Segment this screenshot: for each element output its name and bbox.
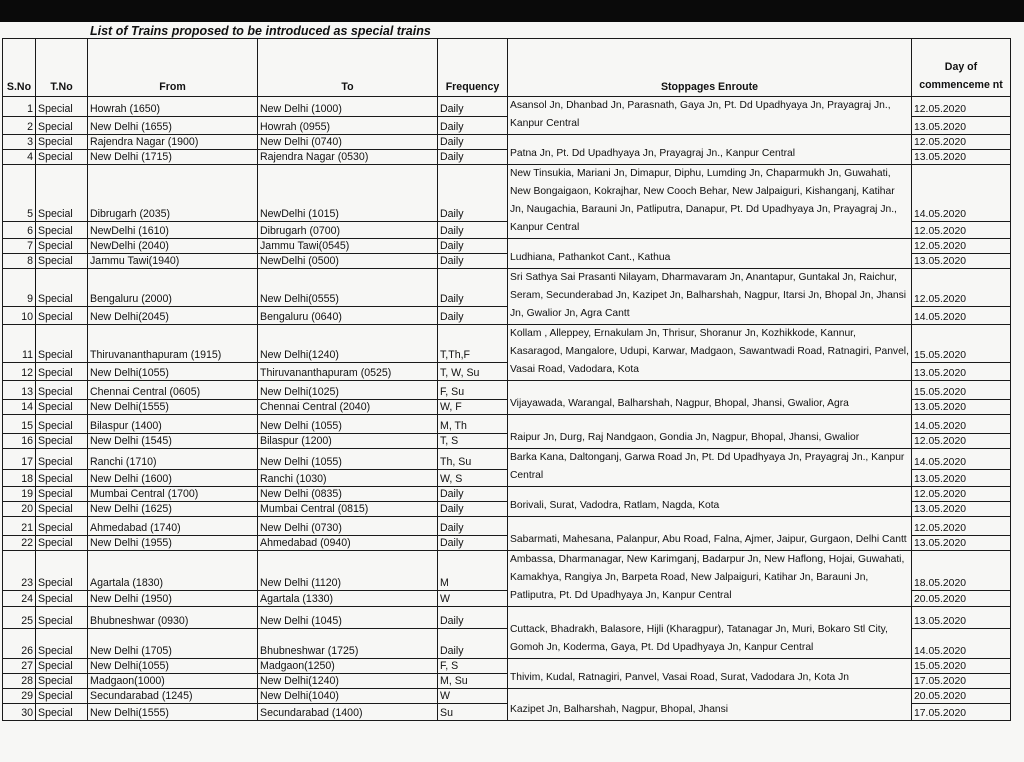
- cell-day-of-commencement: 13.05.2020: [912, 502, 1011, 517]
- cell-day-of-commencement: 12.05.2020: [912, 487, 1011, 502]
- cell-day-of-commencement: 12.05.2020: [912, 434, 1011, 449]
- cell-sno: 17: [3, 449, 36, 470]
- table-row: [3, 97, 1011, 117]
- cell-day-of-commencement: 15.05.2020: [912, 325, 1011, 363]
- cell-day-of-commencement: 14.05.2020: [912, 165, 1011, 222]
- cell-sno: 13: [3, 381, 36, 400]
- special-trains-table: [2, 38, 1011, 721]
- table-row: [3, 381, 1011, 400]
- cell-to: Howrah (0955): [258, 116, 438, 134]
- cell-tno: Special: [36, 704, 88, 721]
- cell-frequency: Daily: [438, 269, 508, 307]
- header-row: [3, 39, 1011, 97]
- cell-stoppages: Patna Jn, Pt. Dd Upadhyaya Jn, Prayagraj Jn., Kanpur Central: [508, 135, 912, 165]
- cell-sno: 3: [3, 135, 36, 150]
- cell-sno: 26: [3, 629, 36, 659]
- cell-tno: Special: [36, 381, 88, 400]
- cell-from: New Delhi(1055): [88, 363, 258, 381]
- cell-frequency: T, W, Su: [438, 363, 508, 381]
- cell-frequency: F, S: [438, 659, 508, 674]
- cell-from: New Delhi(2045): [88, 307, 258, 325]
- cell-day-of-commencement: 12.05.2020: [912, 221, 1011, 238]
- cell-stoppages: Kollam , Alleppey, Ernakulam Jn, Thrisur, Shoranur Jn, Kozhikkode, Kannur, Kasaragod, Mangalore, Udupi, Karwar, Madgaon, Sawantwadi Road, Ratnagiri, Panvel, Vasai Road, Vadodara, Kota: [508, 325, 912, 381]
- cell-tno: Special: [36, 363, 88, 381]
- cell-tno: Special: [36, 269, 88, 307]
- header-day-of-commencement: Day of commenceme nt: [912, 39, 1011, 97]
- cell-from: Ahmedabad (1740): [88, 517, 258, 536]
- table-row: [3, 269, 1011, 307]
- cell-sno: 9: [3, 269, 36, 307]
- cell-frequency: Daily: [438, 221, 508, 238]
- cell-to: Bhubneshwar (1725): [258, 629, 438, 659]
- cell-sno: 4: [3, 150, 36, 165]
- cell-tno: Special: [36, 659, 88, 674]
- cell-to: New Delhi (0740): [258, 135, 438, 150]
- cell-frequency: Daily: [438, 487, 508, 502]
- cell-sno: 24: [3, 590, 36, 606]
- cell-day-of-commencement: 17.05.2020: [912, 674, 1011, 689]
- cell-frequency: Daily: [438, 517, 508, 536]
- cell-stoppages: Vijayawada, Warangal, Balharshah, Nagpur, Bhopal, Jhansi, Gwalior, Agra: [508, 381, 912, 415]
- cell-stoppages: Asansol Jn, Dhanbad Jn, Parasnath, Gaya Jn, Pt. Dd Upadhyaya Jn, Prayagraj Jn., Kanpur Central: [508, 97, 912, 135]
- cell-day-of-commencement: 20.05.2020: [912, 689, 1011, 704]
- table-row: [3, 551, 1011, 591]
- cell-from: Bhubneshwar (0930): [88, 607, 258, 629]
- cell-from: New Delhi (1545): [88, 434, 258, 449]
- cell-tno: Special: [36, 434, 88, 449]
- cell-tno: Special: [36, 551, 88, 591]
- cell-sno: 28: [3, 674, 36, 689]
- cell-sno: 11: [3, 325, 36, 363]
- cell-frequency: Daily: [438, 307, 508, 325]
- cell-day-of-commencement: 14.05.2020: [912, 415, 1011, 434]
- cell-sno: 22: [3, 536, 36, 551]
- cell-stoppages: Sri Sathya Sai Prasanti Nilayam, Dharmavaram Jn, Anantapur, Guntakal Jn, Raichur, Seram, Secunderabad Jn, Kazipet Jn, Balharshah, Nagpur, Itarsi Jn, Bhopal Jn, Jhansi Jn, Gwalior Jn, Agra Cantt: [508, 269, 912, 325]
- cell-to: New Delhi(0555): [258, 269, 438, 307]
- cell-tno: Special: [36, 590, 88, 606]
- cell-to: New Delhi(1240): [258, 674, 438, 689]
- cell-sno: 25: [3, 607, 36, 629]
- cell-from: Ranchi (1710): [88, 449, 258, 470]
- cell-to: Chennai Central (2040): [258, 400, 438, 415]
- cell-frequency: Su: [438, 704, 508, 721]
- cell-from: Chennai Central (0605): [88, 381, 258, 400]
- cell-tno: Special: [36, 135, 88, 150]
- cell-frequency: T, S: [438, 434, 508, 449]
- cell-sno: 8: [3, 254, 36, 269]
- cell-stoppages: Kazipet Jn, Balharshah, Nagpur, Bhopal, Jhansi: [508, 689, 912, 721]
- cell-frequency: F, Su: [438, 381, 508, 400]
- header-to: To: [258, 39, 438, 97]
- cell-from: Howrah (1650): [88, 97, 258, 117]
- header-from: From: [88, 39, 258, 97]
- cell-tno: Special: [36, 116, 88, 134]
- cell-to: Dibrugarh (0700): [258, 221, 438, 238]
- cell-tno: Special: [36, 470, 88, 487]
- cell-stoppages: Thivim, Kudal, Ratnagiri, Panvel, Vasai Road, Surat, Vadodara Jn, Kota Jn: [508, 659, 912, 689]
- cell-stoppages: New Tinsukia, Mariani Jn, Dimapur, Diphu, Lumding Jn, Chaparmukh Jn, Guwahati, New Bongaigaon, Kokrajhar, New Cooch Behar, New Jalpaiguri, Kishanganj, Katihar Jn, Naugachia, Barauni Jn, Patliputra, Danapur, Pt. Dd Upadhyaya Jn, Prayagraj Jn., Kanpur Central: [508, 165, 912, 239]
- cell-tno: Special: [36, 449, 88, 470]
- cell-day-of-commencement: 12.05.2020: [912, 135, 1011, 150]
- cell-tno: Special: [36, 165, 88, 222]
- cell-tno: Special: [36, 400, 88, 415]
- cell-to: New Delhi (1055): [258, 449, 438, 470]
- cell-day-of-commencement: 18.05.2020: [912, 551, 1011, 591]
- cell-stoppages: Ambassa, Dharmanagar, New Karimganj, Badarpur Jn, New Haflong, Hojai, Guwahati, Kamakhya, Rangiya Jn, Barpeta Road, New Jalpaiguri, Katihar Jn, Barauni Jn, Patliputra, Pt. Dd Upadhyaya Jn, Kanpur Central: [508, 551, 912, 607]
- cell-sno: 14: [3, 400, 36, 415]
- cell-day-of-commencement: 13.05.2020: [912, 150, 1011, 165]
- cell-tno: Special: [36, 487, 88, 502]
- cell-to: New Delhi(1240): [258, 325, 438, 363]
- cell-sno: 30: [3, 704, 36, 721]
- cell-from: Agartala (1830): [88, 551, 258, 591]
- table-row: [3, 325, 1011, 363]
- cell-tno: Special: [36, 536, 88, 551]
- cell-day-of-commencement: 13.05.2020: [912, 363, 1011, 381]
- header-stoppages: Stoppages Enroute: [508, 39, 912, 97]
- cell-sno: 5: [3, 165, 36, 222]
- cell-sno: 19: [3, 487, 36, 502]
- cell-to: NewDelhi (0500): [258, 254, 438, 269]
- cell-tno: Special: [36, 97, 88, 117]
- cell-frequency: W, S: [438, 470, 508, 487]
- cell-to: Bengaluru (0640): [258, 307, 438, 325]
- cell-tno: Special: [36, 674, 88, 689]
- cell-sno: 10: [3, 307, 36, 325]
- cell-from: Bengaluru (2000): [88, 269, 258, 307]
- table-row: [3, 165, 1011, 222]
- cell-day-of-commencement: 20.05.2020: [912, 590, 1011, 606]
- cell-frequency: Daily: [438, 607, 508, 629]
- cell-tno: Special: [36, 150, 88, 165]
- cell-to: Jammu Tawi(0545): [258, 239, 438, 254]
- cell-day-of-commencement: 13.05.2020: [912, 400, 1011, 415]
- cell-frequency: Daily: [438, 135, 508, 150]
- cell-stoppages: Raipur Jn, Durg, Raj Nandgaon, Gondia Jn, Nagpur, Bhopal, Jhansi, Gwalior: [508, 415, 912, 449]
- cell-frequency: W: [438, 590, 508, 606]
- cell-frequency: Daily: [438, 239, 508, 254]
- cell-day-of-commencement: 14.05.2020: [912, 449, 1011, 470]
- cell-stoppages: Barka Kana, Daltonganj, Garwa Road Jn, Pt. Dd Upadhyaya Jn, Prayagraj Jn., Kanpur Central: [508, 449, 912, 487]
- cell-frequency: Daily: [438, 150, 508, 165]
- cell-stoppages: Borivali, Surat, Vadodra, Ratlam, Nagda, Kota: [508, 487, 912, 517]
- cell-frequency: W, F: [438, 400, 508, 415]
- cell-frequency: M, Th: [438, 415, 508, 434]
- cell-from: New Delhi (1655): [88, 116, 258, 134]
- cell-tno: Special: [36, 307, 88, 325]
- cell-day-of-commencement: 13.05.2020: [912, 536, 1011, 551]
- cell-sno: 12: [3, 363, 36, 381]
- cell-from: Madgaon(1000): [88, 674, 258, 689]
- cell-from: Thiruvananthapuram (1915): [88, 325, 258, 363]
- cell-day-of-commencement: 17.05.2020: [912, 704, 1011, 721]
- cell-to: New Delhi(1040): [258, 689, 438, 704]
- cell-to: Madgaon(1250): [258, 659, 438, 674]
- cell-to: NewDelhi (1015): [258, 165, 438, 222]
- cell-from: New Delhi(1055): [88, 659, 258, 674]
- table-row: [3, 449, 1011, 470]
- cell-day-of-commencement: 14.05.2020: [912, 307, 1011, 325]
- cell-from: New Delhi (1625): [88, 502, 258, 517]
- cell-frequency: W: [438, 689, 508, 704]
- cell-day-of-commencement: 13.05.2020: [912, 607, 1011, 629]
- cell-to: Thiruvananthapuram (0525): [258, 363, 438, 381]
- table-row: [3, 415, 1011, 434]
- cell-from: New Delhi(1555): [88, 400, 258, 415]
- cell-frequency: M: [438, 551, 508, 591]
- cell-stoppages: Ludhiana, Pathankot Cant., Kathua: [508, 239, 912, 269]
- cell-from: Mumbai Central (1700): [88, 487, 258, 502]
- cell-from: New Delhi (1955): [88, 536, 258, 551]
- cell-sno: 6: [3, 221, 36, 238]
- cell-day-of-commencement: 15.05.2020: [912, 381, 1011, 400]
- cell-tno: Special: [36, 689, 88, 704]
- cell-to: Mumbai Central (0815): [258, 502, 438, 517]
- cell-from: Rajendra Nagar (1900): [88, 135, 258, 150]
- cell-frequency: Daily: [438, 254, 508, 269]
- cell-stoppages: Sabarmati, Mahesana, Palanpur, Abu Road, Falna, Ajmer, Jaipur, Gurgaon, Delhi Cantt: [508, 517, 912, 551]
- cell-tno: Special: [36, 221, 88, 238]
- table-row: [3, 135, 1011, 150]
- cell-to: New Delhi(1025): [258, 381, 438, 400]
- cell-frequency: Daily: [438, 502, 508, 517]
- cell-from: Jammu Tawi(1940): [88, 254, 258, 269]
- cell-day-of-commencement: 12.05.2020: [912, 239, 1011, 254]
- document-title: List of Trains proposed to be introduced as special trains: [90, 24, 431, 38]
- cell-sno: 2: [3, 116, 36, 134]
- header-tno: T.No: [36, 39, 88, 97]
- cell-frequency: T,Th,F: [438, 325, 508, 363]
- cell-sno: 23: [3, 551, 36, 591]
- cell-frequency: M, Su: [438, 674, 508, 689]
- cell-to: Secundarabad (1400): [258, 704, 438, 721]
- cell-frequency: Daily: [438, 536, 508, 551]
- cell-from: New Delhi (1600): [88, 470, 258, 487]
- cell-to: Ranchi (1030): [258, 470, 438, 487]
- cell-tno: Special: [36, 517, 88, 536]
- cell-tno: Special: [36, 502, 88, 517]
- cell-day-of-commencement: 13.05.2020: [912, 116, 1011, 134]
- cell-day-of-commencement: 12.05.2020: [912, 517, 1011, 536]
- cell-sno: 15: [3, 415, 36, 434]
- cell-stoppages: Cuttack, Bhadrakh, Balasore, Hijli (Kharagpur), Tatanagar Jn, Muri, Bokaro Stl City, Gomoh Jn, Koderma, Gaya, Pt. Dd Upadhyaya Jn, Kanpur Central: [508, 607, 912, 659]
- cell-sno: 29: [3, 689, 36, 704]
- cell-tno: Special: [36, 629, 88, 659]
- cell-tno: Special: [36, 254, 88, 269]
- cell-to: Ahmedabad (0940): [258, 536, 438, 551]
- cell-to: New Delhi (1045): [258, 607, 438, 629]
- cell-day-of-commencement: 13.05.2020: [912, 254, 1011, 269]
- cell-tno: Special: [36, 239, 88, 254]
- cell-sno: 20: [3, 502, 36, 517]
- cell-tno: Special: [36, 607, 88, 629]
- cell-day-of-commencement: 15.05.2020: [912, 659, 1011, 674]
- cell-to: Bilaspur (1200): [258, 434, 438, 449]
- cell-day-of-commencement: 12.05.2020: [912, 269, 1011, 307]
- cell-tno: Special: [36, 415, 88, 434]
- cell-frequency: Daily: [438, 165, 508, 222]
- cell-from: Dibrugarh (2035): [88, 165, 258, 222]
- header-sno: S.No: [3, 39, 36, 97]
- table-row: [3, 659, 1011, 674]
- cell-from: NewDelhi (1610): [88, 221, 258, 238]
- cell-from: Secundarabad (1245): [88, 689, 258, 704]
- cell-sno: 27: [3, 659, 36, 674]
- cell-from: Bilaspur (1400): [88, 415, 258, 434]
- cell-frequency: Daily: [438, 97, 508, 117]
- cell-frequency: Daily: [438, 116, 508, 134]
- table-row: [3, 487, 1011, 502]
- cell-to: New Delhi (1055): [258, 415, 438, 434]
- cell-to: New Delhi (0835): [258, 487, 438, 502]
- cell-frequency: Th, Su: [438, 449, 508, 470]
- cell-day-of-commencement: 14.05.2020: [912, 629, 1011, 659]
- cell-to: Agartala (1330): [258, 590, 438, 606]
- cell-sno: 21: [3, 517, 36, 536]
- cell-to: New Delhi (1000): [258, 97, 438, 117]
- cell-from: NewDelhi (2040): [88, 239, 258, 254]
- table-row: [3, 607, 1011, 629]
- cell-sno: 1: [3, 97, 36, 117]
- cell-from: New Delhi (1705): [88, 629, 258, 659]
- cell-from: New Delhi (1715): [88, 150, 258, 165]
- cell-from: New Delhi (1950): [88, 590, 258, 606]
- table-row: [3, 689, 1011, 704]
- cell-sno: 16: [3, 434, 36, 449]
- cell-from: New Delhi(1555): [88, 704, 258, 721]
- table-row: [3, 517, 1011, 536]
- cell-day-of-commencement: 12.05.2020: [912, 97, 1011, 117]
- table-row: [3, 239, 1011, 254]
- cell-day-of-commencement: 13.05.2020: [912, 470, 1011, 487]
- cell-tno: Special: [36, 325, 88, 363]
- cell-to: Rajendra Nagar (0530): [258, 150, 438, 165]
- cell-to: New Delhi (0730): [258, 517, 438, 536]
- header-frequency: Frequency: [438, 39, 508, 97]
- cell-to: New Delhi (1120): [258, 551, 438, 591]
- cell-frequency: Daily: [438, 629, 508, 659]
- cell-sno: 18: [3, 470, 36, 487]
- cell-sno: 7: [3, 239, 36, 254]
